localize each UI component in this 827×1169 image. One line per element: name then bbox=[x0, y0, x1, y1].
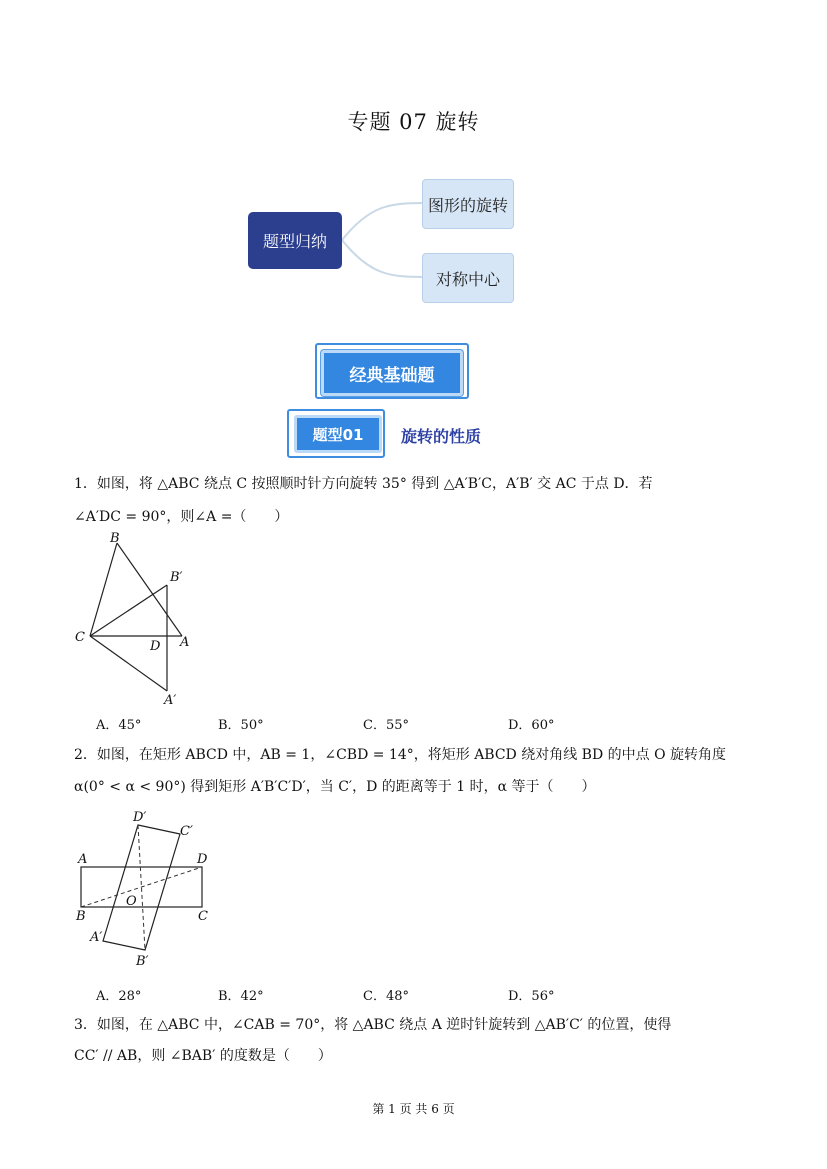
mindmap-child-rotation: 图形的旋转 bbox=[422, 179, 514, 229]
q2-option-c: C．48° bbox=[363, 989, 409, 1004]
section-tag: 题型01 bbox=[294, 415, 382, 453]
question-1-line-2: ∠A′DC = 90°，则∠A =（ ） bbox=[74, 509, 289, 525]
q1-option-b: B．50° bbox=[218, 718, 264, 733]
q2-label-O: O bbox=[126, 894, 137, 909]
q2-label-Bp: B′ bbox=[136, 954, 149, 969]
q2-label-A: A bbox=[78, 852, 88, 867]
page-footer: 第 1 页 共 6 页 bbox=[372, 1102, 455, 1116]
q1-label-B: B bbox=[110, 531, 120, 546]
question-1-figure bbox=[70, 528, 200, 713]
q1-option-d: D．60° bbox=[508, 718, 555, 733]
question-3-line-2: CC′ // AB，则 ∠BAB′ 的度数是（ ） bbox=[74, 1048, 332, 1064]
question-2-line-2: α(0° < α < 90°) 得到矩形 A′B′C′D′，当 C′，D 的距离等于 1 时，α 等于（ ） bbox=[74, 779, 596, 795]
q2-label-B: B bbox=[76, 909, 86, 924]
q2-option-d: D．56° bbox=[508, 989, 555, 1004]
page-title: 专题 07 旋转 bbox=[347, 110, 480, 134]
mindmap-child-center: 对称中心 bbox=[422, 253, 514, 303]
q2-option-b: B．42° bbox=[218, 989, 264, 1004]
question-2-figure bbox=[70, 805, 220, 975]
q1-label-Ap: A′ bbox=[164, 693, 177, 708]
q2-option-a: A．28° bbox=[96, 989, 142, 1004]
mindmap-root: 题型归纳 bbox=[248, 212, 342, 269]
q2-label-C: C bbox=[198, 909, 208, 924]
q2-label-Ap: A′ bbox=[90, 930, 103, 945]
q1-label-A: A bbox=[180, 635, 190, 650]
section-title: 旋转的性质 bbox=[401, 427, 482, 446]
q1-label-Bp: B′ bbox=[170, 570, 183, 585]
q1-option-a: A．45° bbox=[96, 718, 142, 733]
question-1-line-1: 1．如图，将 △ABC 绕点 C 按照顺时针方向旋转 35° 得到 △A′B′C，A′B′ 交 AC 于点 D．若 bbox=[74, 476, 653, 492]
q1-label-D: D bbox=[150, 639, 161, 654]
section-banner: 经典基础题 bbox=[321, 350, 463, 396]
q1-label-C: C bbox=[75, 630, 85, 645]
q2-label-Cp: C′ bbox=[180, 824, 193, 839]
q2-label-Dp: D′ bbox=[133, 810, 147, 825]
question-3-line-1: 3．如图，在 △ABC 中，∠CAB = 70°，将 △ABC 绕点 A 逆时针旋转到 △AB′C′ 的位置，使得 bbox=[74, 1017, 672, 1033]
question-2-line-1: 2．如图，在矩形 ABCD 中，AB = 1，∠CBD = 14°，将矩形 ABCD 绕对角线 BD 的中点 O 旋转角度 bbox=[74, 747, 727, 763]
mindmap-connectors bbox=[340, 195, 430, 285]
q1-option-c: C．55° bbox=[363, 718, 409, 733]
q2-label-D: D bbox=[197, 852, 208, 867]
